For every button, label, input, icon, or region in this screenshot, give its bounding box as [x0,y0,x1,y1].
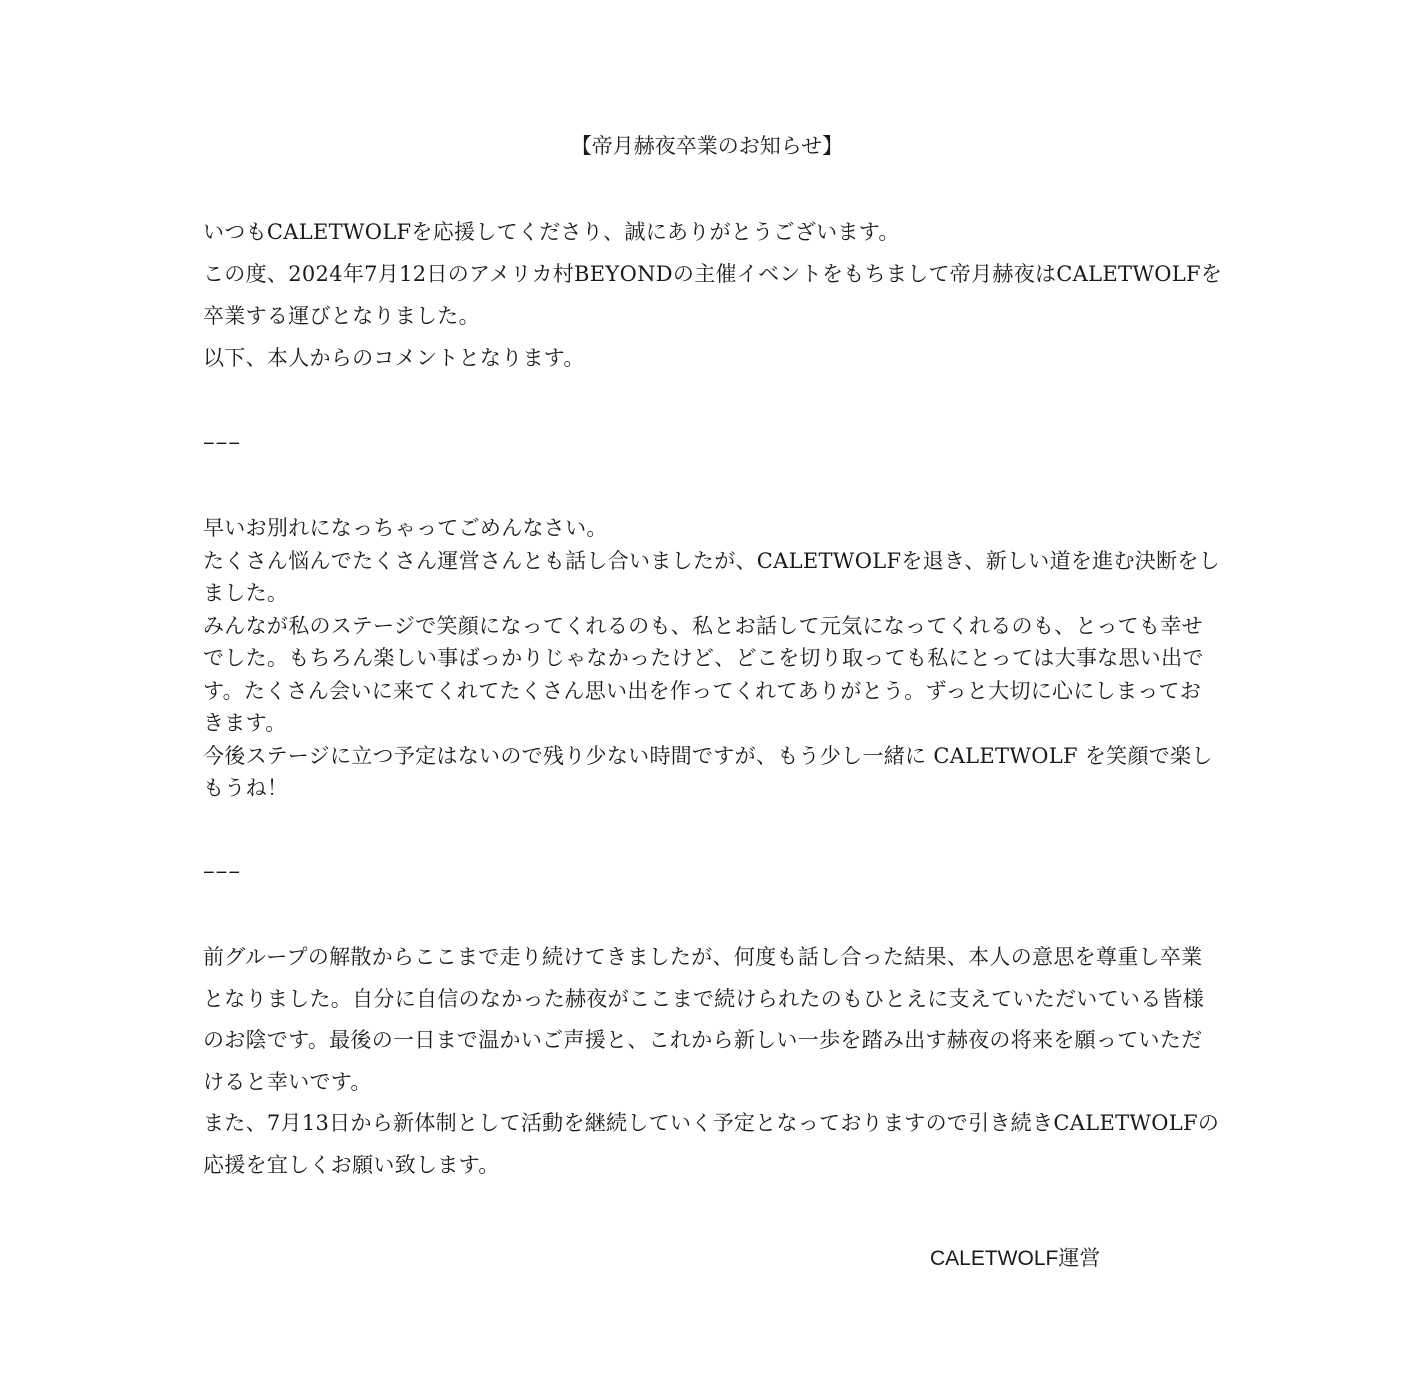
comment-line: ました。 [203,581,289,605]
closing-paragraph [203,937,1233,1186]
comment-line: でした。もちろん楽しい事ばっかりじゃなかったけど、どこを切り取っても私にとっては大事な思い出で [203,646,1204,670]
member-comment [203,512,1233,805]
comment-line: みんなが私のステージで笑顔になってくれるのも、私とお話して元気になってくれるのも、とっても幸せ [203,613,1203,638]
intro-paragraph [203,211,1233,379]
closing-line: また、7月13日から新体制として活動を継続していく予定となっておりますので引き続きCALETWOLFの [203,1111,1220,1135]
intro-line: この度、2024年7月12日のアメリカ村BEYONDの主催イベントをもちまして帝月赫夜はCALETWOLFを [203,262,1223,286]
intro-line: 卒業する運びとなりました。 [203,304,480,328]
intro-line: 以下、本人からのコメントとなります。 [203,346,585,370]
comment-line: たくさん悩んでたくさん運営さんとも話し合いましたが、CALETWOLFを退き、新しい道を進む決断をし [203,548,1220,573]
intro-line: いつもCALETWOLFを応援してくださり、誠にありがとうございます。 [203,220,900,244]
closing-line: 応援を宜しくお願い致します。 [203,1152,500,1177]
comment-line: 早いお別れになっちゃってごめんなさい。 [203,516,608,540]
comment-line: 今後ステージに立つ予定はないので残り少ない時間ですが、もう少し一緒に CALETWOLF を笑顔で楽し [203,743,1213,768]
signature: CALETWOLF運営 [930,1247,1101,1270]
closing-line: のお陰です。最後の一日まで温かいご声援と、これから新しい一歩を踏み出す赫夜の将来を願っていただ [203,1028,1203,1052]
comment-line: きます。 [203,711,287,735]
announcement-title: 【帝月赫夜卒業のお知らせ】 [570,134,844,158]
closing-line: 前グループの解散からここまで走り続けてきましたが、何度も話し合った結果、本人の意思を尊重し卒業 [203,945,1203,969]
comment-line: す。たくさん会いに来てくれてたくさん思い出を作ってくれてありがとう。ずっと大切に心にしまってお [203,678,1202,703]
closing-line: となりました。自分に自信のなかった赫夜がここまで続けられたのもひとえに支えていただいている皆様 [203,986,1205,1011]
comment-line: もうね！ [203,776,289,800]
separator-top: −−− [203,433,242,455]
separator-bottom: −−− [203,862,242,884]
closing-line: けると幸いです。 [203,1069,372,1094]
